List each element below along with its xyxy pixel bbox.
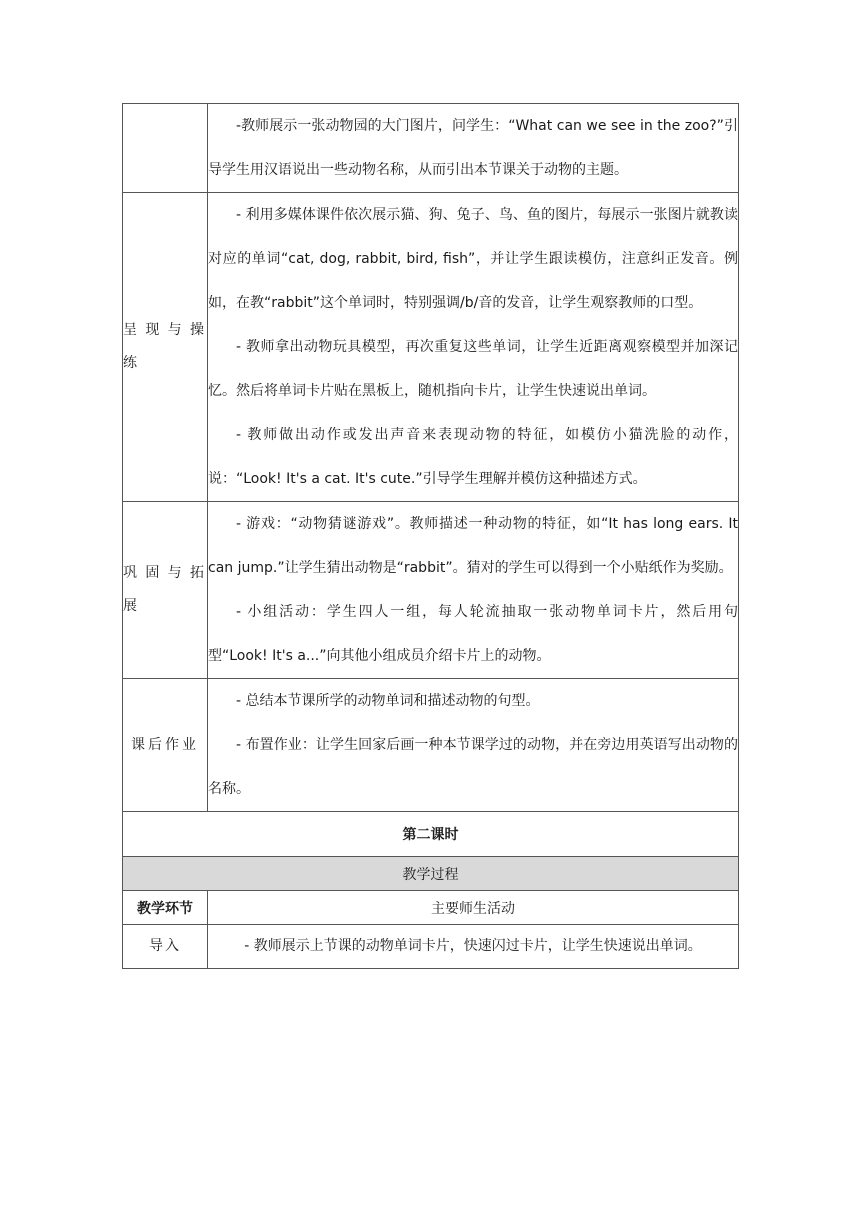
activity-cell	[208, 193, 739, 502]
column-header-stage: 教学环节	[123, 891, 208, 925]
table-row	[123, 857, 739, 891]
activity-paragraph: - 利用多媒体课件依次展示猫、狗、兔子、鸟、鱼的图片，每展示一张图片就教读对应的单词“cat, dog, rabbit, bird, fish”，并让学生跟读模仿，注意纠正发音。例如，在教“rabbit”这个单词时，特别强调/b/音的发音，让学生观察教师的口型。	[208, 207, 738, 311]
column-header-activity: 主要师生活动	[208, 891, 739, 925]
table-header-row	[123, 891, 739, 925]
activity-cell: - 教师展示上节课的动物单词卡片，快速闪过卡片，让学生快速说出单词。	[208, 925, 739, 969]
table-row	[123, 502, 739, 679]
activity-paragraph: - 总结本节课所学的动物单词和描述动物的句型。	[236, 693, 540, 709]
table-row	[123, 193, 739, 502]
activity-paragraph: - 教师做出动作或发出声音来表现动物的特征，如模仿小猫洗脸的动作，说：“Look! It's a cat. It's cute.”引导学生理解并模仿这种描述方式。	[208, 427, 738, 487]
table-row	[123, 925, 739, 969]
table-row	[123, 104, 739, 193]
stage-label: 课后作业	[123, 679, 208, 812]
activity-paragraph: -教师展示一张动物园的大门图片，问学生：“What can we see in the zoo?”引导学生用汉语说出一些动物名称，从而引出本节课关于动物的主题。	[208, 118, 738, 178]
stage-label: 导入	[123, 925, 208, 969]
table-row	[123, 679, 739, 812]
activity-cell	[208, 502, 739, 679]
stage-label: 巩固与拓展	[123, 502, 208, 679]
activity-paragraph: - 教师拿出动物玩具模型，再次重复这些单词，让学生近距离观察模型并加深记忆。然后将单词卡片贴在黑板上，随机指向卡片，让学生快速说出单词。	[208, 339, 738, 399]
activity-paragraph: - 布置作业：让学生回家后画一种本节课学过的动物，并在旁边用英语写出动物的名称。	[208, 737, 738, 797]
lesson-plan-table	[122, 103, 739, 969]
stage-label	[123, 104, 208, 193]
table-row	[123, 812, 739, 857]
activity-cell	[208, 679, 739, 812]
stage-label: 呈现与操练	[123, 193, 208, 502]
activity-cell	[208, 104, 739, 193]
activity-paragraph: - 游戏：“动物猜谜游戏”。教师描述一种动物的特征，如“It has long ears. It can jump.”让学生猜出动物是“rabbit”。猜对的学生可以得到一个小贴纸作为奖励。	[208, 516, 738, 576]
second-lesson-title: 第二课时	[123, 812, 739, 857]
process-header: 教学过程	[123, 857, 739, 891]
activity-paragraph: - 小组活动：学生四人一组，每人轮流抽取一张动物单词卡片，然后用句型“Look! It's a...”向其他小组成员介绍卡片上的动物。	[208, 604, 738, 664]
